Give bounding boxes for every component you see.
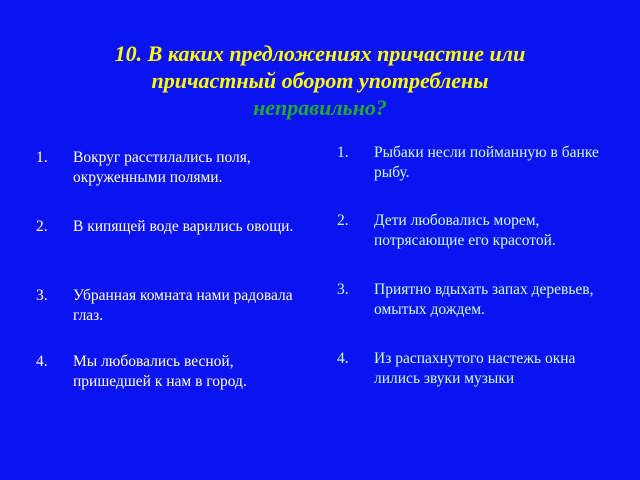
item-number: 1.	[337, 144, 349, 161]
item-number: 1.	[36, 149, 48, 166]
item-text: Мы любовались весной, пришедшей к нам в город.	[73, 353, 247, 390]
item-number: 2.	[36, 218, 48, 235]
item-number: 3.	[337, 281, 349, 298]
item-text: Рыбаки несли пойманную в банке рыбу.	[374, 144, 599, 181]
slide-title	[40, 40, 600, 121]
title-line-3: неправильно?	[253, 95, 387, 120]
item-text: Убранная комната нами радовала глаз.	[73, 287, 293, 324]
item-text: Вокруг расстилались поля, окруженными полями.	[73, 149, 251, 186]
list-item	[337, 280, 617, 320]
title-line-1: 10. В каких предложениях причастие или	[114, 41, 526, 66]
list-item	[337, 143, 617, 183]
title-line-2: причастный оборот употреблены	[151, 68, 489, 93]
item-number: 4.	[337, 350, 349, 367]
item-number: 4.	[36, 353, 48, 370]
list-item	[337, 349, 617, 389]
item-number: 3.	[36, 287, 48, 304]
list-item	[337, 211, 617, 251]
list-item	[36, 148, 306, 188]
item-text: В кипящей воде варились овощи.	[73, 218, 294, 235]
item-text: Дети любовались морем, потрясающие его красотой.	[374, 212, 556, 249]
list-item	[36, 352, 306, 392]
list-item	[36, 286, 306, 326]
list-item	[36, 217, 306, 237]
item-number: 2.	[337, 212, 349, 229]
item-text: Из распахнутого настежь окна лились звуки музыки	[374, 350, 576, 387]
item-text: Приятно вдыхать запах деревьев, омытых дождем.	[374, 281, 594, 318]
